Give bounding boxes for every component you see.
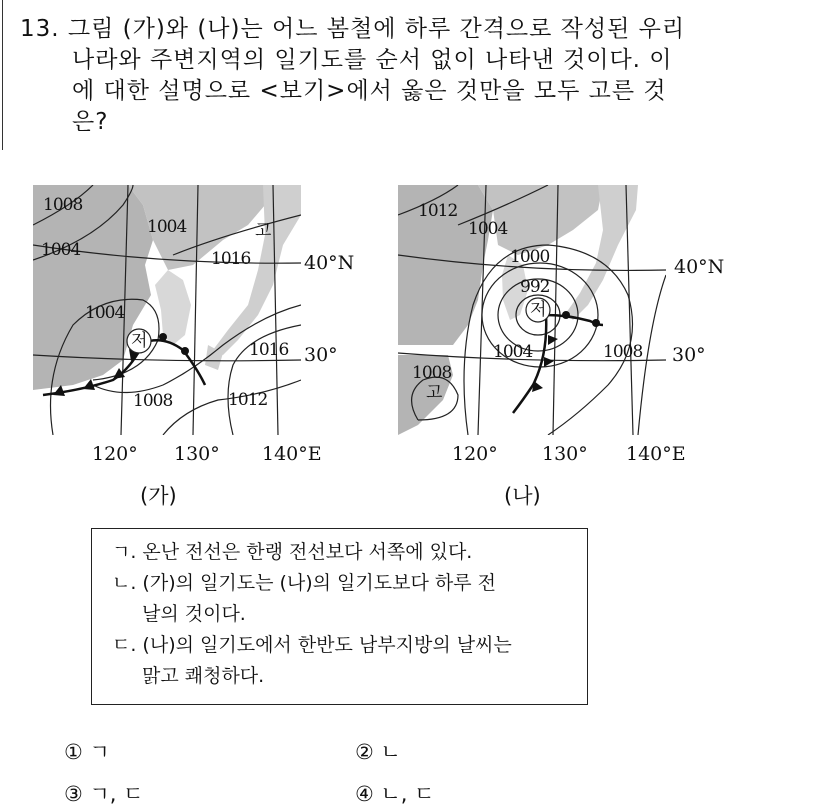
longitude-140-label: 140°E bbox=[626, 443, 686, 465]
choice-3[interactable]: ③ ㄱ, ㄷ bbox=[64, 782, 144, 806]
isobar-label: 1016 bbox=[249, 340, 289, 360]
bogi-item-b-cont: 날의 것이다. bbox=[142, 603, 246, 625]
map-na-caption: (나) bbox=[504, 484, 541, 508]
weather-map-na bbox=[398, 185, 666, 435]
bogi-item-b: ㄴ. (가)의 일기도는 (나)의 일기도보다 하루 전 bbox=[112, 572, 496, 594]
question-number: 13. bbox=[20, 16, 60, 42]
longitude-120-label: 120° bbox=[92, 443, 138, 465]
choice-2[interactable]: ② ㄴ bbox=[355, 740, 401, 764]
choice-4[interactable]: ④ ㄴ, ㄷ bbox=[355, 782, 435, 806]
warm-front bbox=[143, 340, 205, 385]
latitude-30-label: 30° bbox=[672, 344, 706, 366]
low-pressure-label: 저 bbox=[131, 331, 148, 351]
longitude-130-label: 130° bbox=[542, 443, 588, 465]
longitude-120-label: 120° bbox=[452, 443, 498, 465]
left-margin-rule bbox=[2, 0, 3, 150]
question-line-4: 은? bbox=[72, 109, 109, 135]
question-line-2: 나라와 주변지역의 일기도를 순서 없이 나타낸 것이다. 이 bbox=[72, 47, 673, 73]
cold-front bbox=[513, 315, 546, 413]
isobar-label: 1004 bbox=[147, 217, 187, 237]
isobar-label: 1000 bbox=[510, 247, 550, 267]
high-pressure-label: 고 bbox=[426, 383, 443, 403]
bogi-box bbox=[91, 528, 588, 705]
latitude-40-label: 40°N bbox=[304, 252, 355, 274]
isobar-label: 1004 bbox=[85, 303, 125, 323]
isobar-label: 1004 bbox=[493, 342, 533, 362]
choice-1[interactable]: ① ㄱ bbox=[64, 740, 110, 764]
question-line-1 bbox=[20, 14, 800, 45]
isobar-label: 992 bbox=[520, 277, 550, 297]
isobar-label: 1012 bbox=[228, 390, 268, 410]
map-ga-caption: (가) bbox=[140, 484, 177, 508]
isobar-label: 1008 bbox=[603, 342, 643, 362]
bogi-item-a: ㄱ. 온난 전선은 한랭 전선보다 서쪽에 있다. bbox=[112, 541, 473, 563]
question-text bbox=[20, 14, 800, 138]
isobar-label: 1008 bbox=[133, 391, 173, 411]
longitude-130-label: 130° bbox=[174, 443, 220, 465]
high-pressure-label: 고 bbox=[255, 221, 272, 241]
low-pressure-label: 저 bbox=[530, 300, 547, 320]
latitude-30-label: 30° bbox=[304, 344, 338, 366]
isobar-label: 1016 bbox=[211, 249, 251, 269]
isobar-label: 1008 bbox=[412, 363, 452, 383]
korea-peninsula bbox=[155, 270, 191, 345]
question-line-1-text: 그림 (가)와 (나)는 어느 봄철에 하루 간격으로 작성된 우리 bbox=[67, 16, 686, 42]
question-line-3: 에 대한 설명으로 <보기>에서 옳은 것만을 모두 고른 것 bbox=[72, 78, 667, 104]
latitude-40-label: 40°N bbox=[674, 256, 725, 278]
bogi-item-c: ㄷ. (나)의 일기도에서 한반도 남부지방의 날씨는 bbox=[112, 634, 512, 656]
longitude-140-label: 140°E bbox=[262, 443, 322, 465]
isobar-label: 1004 bbox=[468, 219, 508, 239]
isobar-label: 1004 bbox=[41, 240, 81, 260]
isobar-label: 1012 bbox=[418, 201, 458, 221]
bogi-item-c-cont: 맑고 쾌청하다. bbox=[142, 665, 265, 687]
isobar-label: 1008 bbox=[43, 195, 83, 215]
weather-map-ga bbox=[33, 185, 301, 435]
